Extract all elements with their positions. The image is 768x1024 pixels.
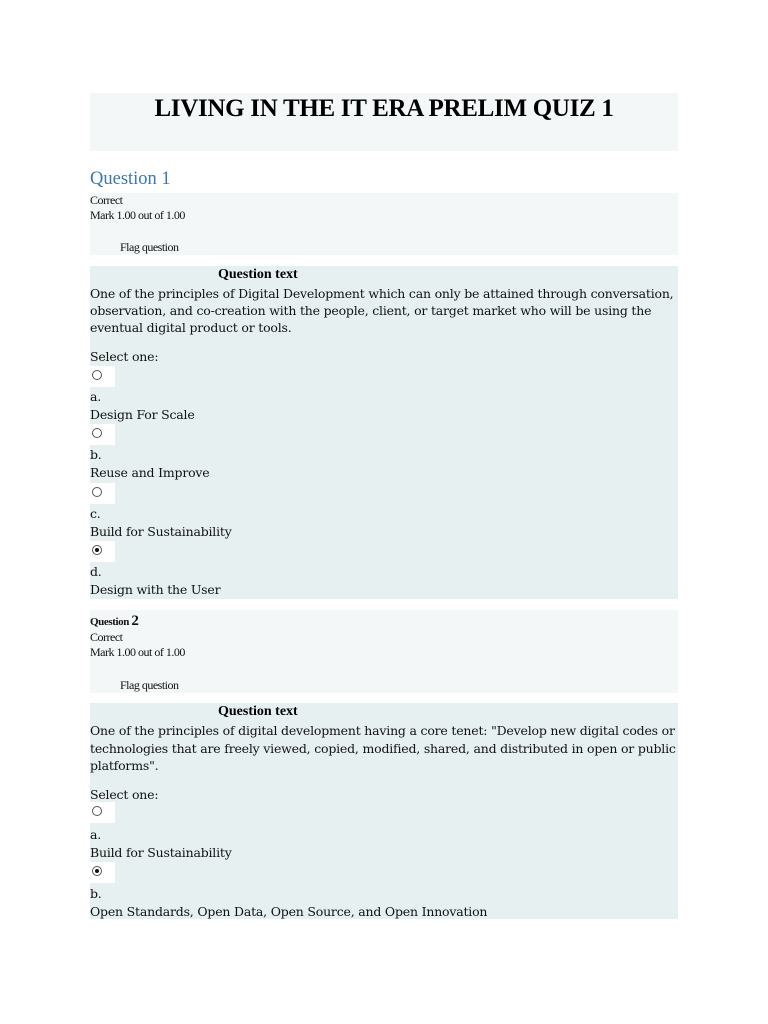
question-2-mark: Mark 1.00 out of 1.00 <box>90 645 185 659</box>
question-1-info <box>90 193 678 255</box>
option-letter: b. <box>90 886 102 901</box>
question-2-title-prefix: Question <box>90 616 132 628</box>
radio-icon <box>92 487 102 497</box>
option-label[interactable]: Build for Sustainability <box>90 524 232 539</box>
question-1-flag-link[interactable]: Flag question <box>120 240 179 254</box>
question-2-status: Correct <box>90 630 123 644</box>
radio-icon <box>92 370 102 380</box>
option-label[interactable]: Reuse and Improve <box>90 465 210 480</box>
question-1-select-label: Select one: <box>90 349 159 364</box>
question-1-title: Question 1 <box>90 169 171 189</box>
question-2-select-label: Select one: <box>90 787 159 802</box>
quiz-title-box <box>90 93 678 151</box>
option-letter: c. <box>90 506 101 521</box>
question-1-mark: Mark 1.00 out of 1.00 <box>90 208 185 222</box>
radio-icon <box>92 806 102 816</box>
question-2-text-line: One of the principles of digital development having a core tenet: "Develop new digital codes or <box>90 723 675 738</box>
question-2-text-line: platforms". <box>90 758 159 773</box>
option-label[interactable]: Design For Scale <box>90 407 195 422</box>
question-2-content <box>90 703 678 919</box>
page-title: LIVING IN THE IT ERA PRELIM QUIZ 1 <box>154 95 614 122</box>
question-1-option-a-radio[interactable] <box>90 366 115 387</box>
question-2-text-line: technologies that are freely viewed, copied, modified, shared, and distributed in open or public <box>90 741 676 756</box>
option-letter: a. <box>90 389 102 404</box>
question-2-title-number: 2 <box>131 613 139 629</box>
question-1-option-b-radio[interactable] <box>90 424 115 445</box>
option-label[interactable]: Design with the User <box>90 582 221 597</box>
radio-checked-icon <box>92 866 102 876</box>
question-2-option-b-radio[interactable] <box>90 862 115 883</box>
option-letter: b. <box>90 447 102 462</box>
question-1-content <box>90 266 678 599</box>
option-letter: a. <box>90 827 102 842</box>
question-2-text-heading: Question text <box>218 704 298 719</box>
question-1-text-line: One of the principles of Digital Development which can only be attained through conversation, <box>90 286 674 301</box>
question-1-status: Correct <box>90 193 123 207</box>
question-1-text-line: observation, and co-creation with the people, client, or target market who will be using the <box>90 303 652 318</box>
question-2-info <box>90 610 678 693</box>
question-1-option-c-radio[interactable] <box>90 483 115 504</box>
question-1-text-line: eventual digital product or tools. <box>90 320 292 335</box>
option-label[interactable]: Open Standards, Open Data, Open Source, and Open Innovation <box>90 904 488 919</box>
question-1-option-d-radio[interactable] <box>90 541 115 562</box>
option-letter: d. <box>90 564 102 579</box>
question-2-flag-link[interactable]: Flag question <box>120 678 179 692</box>
radio-icon <box>92 428 102 438</box>
option-label[interactable]: Build for Sustainability <box>90 845 232 860</box>
question-2-title <box>90 610 678 630</box>
question-1-text-heading: Question text <box>218 267 298 282</box>
question-2-option-a-radio[interactable] <box>90 802 115 823</box>
radio-checked-icon <box>92 545 102 555</box>
